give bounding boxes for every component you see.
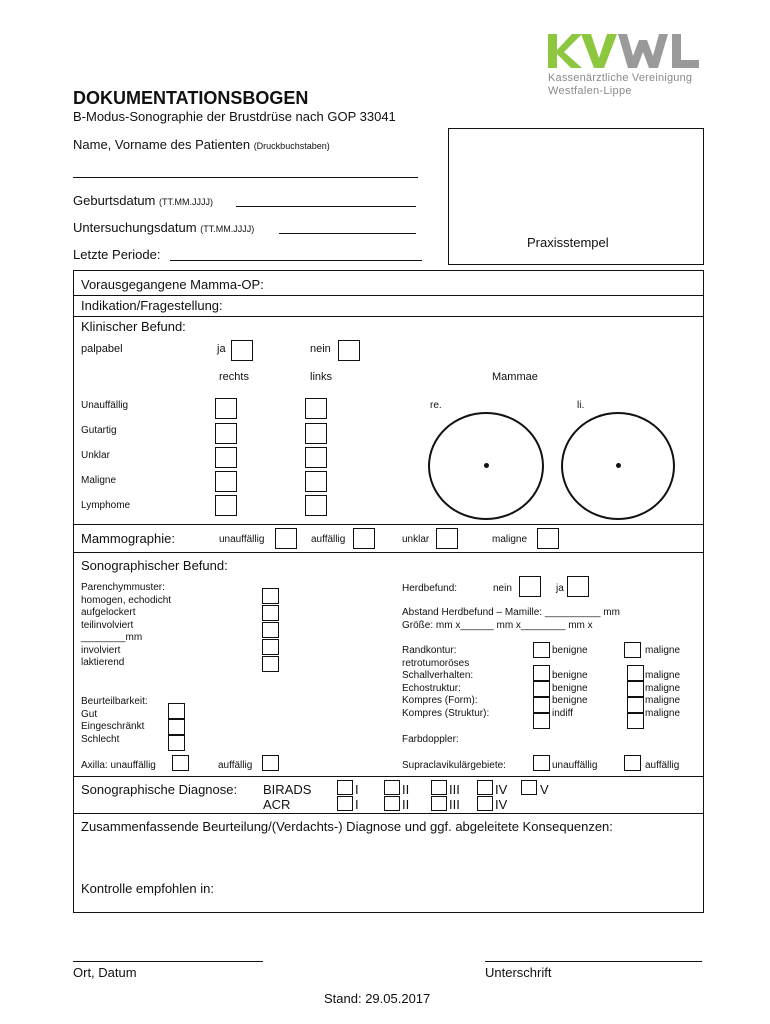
maligne-label: maligne: [645, 670, 681, 681]
acr-4-label: IV: [495, 797, 508, 812]
axilla-unauffaellig-checkbox[interactable]: [172, 755, 189, 771]
mammo-unauffaellig-checkbox[interactable]: [275, 528, 297, 549]
echo-maligne-checkbox[interactable]: [627, 681, 644, 697]
sono-findings-title: Sonographischer Befund:: [81, 558, 228, 573]
mammo-maligne-label: maligne: [492, 534, 528, 545]
page-title: DOKUMENTATIONSBOGEN: [73, 88, 309, 108]
mammo-unklar-label: unklar: [402, 534, 430, 545]
finding-right-gutartig-checkbox[interactable]: [215, 423, 237, 444]
parenchyma-list: [81, 582, 171, 670]
practice-stamp-box[interactable]: [448, 128, 704, 265]
parenchyma-title: Parenchymmuster:: [81, 582, 165, 593]
lesion-properties-list: [402, 645, 489, 720]
randkontur-maligne-checkbox[interactable]: [624, 642, 641, 658]
palpable-yes-label: ja: [217, 343, 226, 355]
finding-right-maligne-checkbox[interactable]: [215, 471, 237, 492]
assessability-title: Beurteilbarkeit:: [81, 696, 148, 707]
signature-line[interactable]: [485, 961, 702, 962]
summary-field[interactable]: [81, 838, 696, 874]
palpable-no-label: nein: [310, 343, 331, 355]
acr-1-checkbox[interactable]: [337, 796, 353, 811]
finding-left-gutartig-checkbox[interactable]: [305, 423, 327, 444]
palpable-yes-checkbox[interactable]: [231, 340, 253, 361]
benigne-options: [552, 670, 588, 720]
finding-left-unklar-checkbox[interactable]: [305, 447, 327, 468]
birads-1-checkbox[interactable]: [337, 780, 353, 795]
lesion-property: retrotumoröses: [402, 657, 470, 669]
parenchyma-homogen-checkbox[interactable]: [262, 588, 279, 604]
right-column-label: rechts: [219, 371, 249, 383]
divider: [73, 552, 704, 553]
randkontur-benigne-checkbox[interactable]: [533, 642, 550, 658]
place-date-label: Ort, Datum: [73, 965, 137, 980]
birads-5-label: V: [540, 782, 549, 797]
kvwl-logo-mark: [548, 32, 702, 72]
palpable-label: palpabel: [81, 343, 123, 355]
nipple-distance-field[interactable]: Abstand Herdbefund – Mamille: __________ mm: [402, 607, 620, 618]
place-date-line[interactable]: [73, 961, 263, 962]
lesion-property: Echostruktur:: [402, 682, 461, 694]
lesion-property: Schallverhalten:: [402, 670, 474, 681]
finding-right-unklar-checkbox[interactable]: [215, 447, 237, 468]
maligne-label: maligne: [645, 707, 681, 719]
finding-lymphome-label: Lymphome: [81, 500, 131, 511]
maligne-label: maligne: [645, 695, 681, 706]
parenchyma-aufgelockert-checkbox[interactable]: [262, 605, 279, 621]
assessability-eingeschraenkt-checkbox[interactable]: [168, 719, 185, 735]
lesion-label: Herdbefund:: [402, 583, 458, 594]
clinical-findings-title: Klinischer Befund:: [81, 319, 186, 334]
assessability-gut-checkbox[interactable]: [168, 703, 185, 719]
supra-unauffaellig-label: unauffällig: [552, 760, 598, 771]
logo-line-2: Westfalen-Lippe: [548, 85, 632, 97]
mammography-label: Mammographie:: [81, 531, 175, 546]
birads-1-label: I: [355, 782, 359, 797]
schall-benigne-checkbox[interactable]: [533, 665, 550, 681]
palpable-no-checkbox[interactable]: [338, 340, 360, 361]
supra-auffaellig-checkbox[interactable]: [624, 755, 641, 771]
assessability-schlecht-checkbox[interactable]: [168, 735, 185, 751]
divider: [73, 776, 704, 777]
benigne-label: benigne: [552, 670, 588, 681]
assessability-list: [81, 696, 148, 746]
birads-5-checkbox[interactable]: [521, 780, 537, 795]
divider: [73, 524, 704, 525]
parenchyma-option: teilinvolviert: [81, 619, 134, 631]
right-nipple-dot: [484, 463, 489, 468]
maligne-label: maligne: [645, 682, 681, 694]
axilla-auffaellig-checkbox[interactable]: [262, 755, 279, 771]
lesion-yes-label: ja: [556, 583, 564, 594]
birads-2-checkbox[interactable]: [384, 780, 400, 795]
birthdate-label: Geburtsdatum (TT.MM.JJJJ): [73, 193, 213, 208]
acr-3-checkbox[interactable]: [431, 796, 447, 811]
randkontur-maligne-label: maligne: [645, 645, 681, 656]
birads-label: BIRADS: [263, 782, 312, 797]
mammo-auffaellig-label: auffällig: [311, 534, 346, 545]
birads-2-label: II: [402, 782, 410, 797]
indication-label: Indikation/Fragestellung:: [81, 298, 223, 313]
parenchyma-option: homogen, echodicht: [81, 594, 172, 606]
echo-benigne-checkbox[interactable]: [533, 681, 550, 697]
mammo-unklar-checkbox[interactable]: [436, 528, 458, 549]
kompres-struktur-maligne-checkbox[interactable]: [627, 713, 644, 729]
supra-auffaellig-label: auffällig: [645, 760, 680, 771]
maligne-options: [645, 670, 680, 720]
kompres-struktur-indiff-checkbox[interactable]: [533, 713, 550, 729]
exam-date-field[interactable]: [279, 233, 416, 234]
parenchyma-involviert-checkbox[interactable]: [262, 639, 279, 655]
schall-maligne-checkbox[interactable]: [627, 665, 644, 681]
finding-gutartig-label: Gutartig: [81, 425, 117, 436]
lesion-property: Kompres (Struktur):: [402, 707, 490, 719]
benigne-label: benigne: [552, 682, 588, 694]
mammae-label: Mammae: [492, 371, 538, 383]
lesion-size-field[interactable]: Größe: mm x______ mm x________ mm x: [402, 620, 593, 631]
birads-4-checkbox[interactable]: [477, 780, 493, 795]
kompres-form-maligne-checkbox[interactable]: [627, 697, 644, 713]
indiff-label: indiff: [552, 707, 573, 719]
acr-1-label: I: [355, 797, 359, 812]
last-period-field[interactable]: [170, 260, 422, 261]
acr-2-checkbox[interactable]: [384, 796, 400, 811]
axilla-auffaellig-label: auffällig: [218, 760, 253, 771]
benigne-label: benigne: [552, 695, 588, 706]
last-period-label: Letzte Periode:: [73, 247, 161, 262]
page-subtitle: B-Modus-Sonographie der Brustdrüse nach GOP 33041: [73, 109, 396, 124]
sono-diagnosis-label: Sonographische Diagnose:: [81, 782, 238, 797]
assessability-option: Schlecht: [81, 733, 120, 745]
supraclavicular-label: Supraclavikulärgebiete:: [402, 760, 506, 771]
name-hint: (Druckbuchstaben): [253, 141, 330, 151]
finding-maligne-label: Maligne: [81, 475, 117, 486]
name-field[interactable]: [73, 177, 418, 178]
divider: [73, 316, 704, 317]
kompres-form-benigne-checkbox[interactable]: [533, 697, 550, 713]
parenchyma-option: laktierend: [81, 657, 125, 668]
logo-line-1: Kassenärztliche Vereinigung: [548, 72, 693, 84]
finding-unauffaellig-label: Unauffällig: [81, 400, 129, 411]
lesion-property: Kompres (Form):: [402, 695, 478, 706]
birads-4-label: IV: [495, 782, 508, 797]
finding-left-maligne-checkbox[interactable]: [305, 471, 327, 492]
acr-2-label: II: [402, 797, 410, 812]
birads-3-checkbox[interactable]: [431, 780, 447, 795]
finding-right-lymphome-checkbox[interactable]: [215, 495, 237, 516]
practice-stamp-label: Praxisstempel: [527, 235, 609, 250]
signature-label: Unterschrift: [485, 965, 552, 980]
finding-left-unauffaellig-checkbox[interactable]: [305, 398, 327, 419]
name-label: Name, Vorname des Patienten (Druckbuchstaben): [73, 137, 330, 152]
left-breast-label: li.: [577, 400, 585, 411]
right-breast-label: re.: [430, 400, 442, 411]
divider: [73, 813, 704, 814]
lesion-yes-checkbox[interactable]: [567, 576, 589, 597]
assessability-option: Eingeschränkt: [81, 721, 145, 732]
lesion-no-label: nein: [493, 583, 512, 594]
lesion-no-checkbox[interactable]: [519, 576, 541, 597]
color-doppler-label: Farbdoppler:: [402, 734, 459, 745]
lesion-property: Randkontur:: [402, 645, 457, 656]
version-date: Stand: 29.05.2017: [324, 991, 431, 1006]
parenchyma-teilinvolviert-checkbox[interactable]: [262, 622, 279, 638]
birads-3-label: III: [449, 782, 460, 797]
finding-left-lymphome-checkbox[interactable]: [305, 495, 327, 516]
summary-label: Zusammenfassende Beurteilung/(Verdachts-) Diagnose und ggf. abgeleitete Konsequenzen:: [81, 819, 613, 834]
assessability-option: Gut: [81, 708, 98, 720]
parenchyma-mm: ________mm: [81, 632, 143, 643]
left-column-label: links: [310, 371, 333, 383]
randkontur-benigne-label: benigne: [552, 645, 588, 656]
supra-unauffaellig-checkbox[interactable]: [533, 755, 550, 771]
birthdate-field[interactable]: [236, 206, 416, 207]
parenchyma-option: involviert: [81, 644, 121, 656]
mammo-maligne-checkbox[interactable]: [537, 528, 559, 549]
mammo-auffaellig-checkbox[interactable]: [353, 528, 375, 549]
divider: [73, 295, 704, 296]
followup-label: Kontrolle empfohlen in:: [81, 881, 214, 896]
left-nipple-dot: [616, 463, 621, 468]
acr-4-checkbox[interactable]: [477, 796, 493, 811]
finding-unklar-label: Unklar: [81, 450, 110, 461]
parenchyma-option: aufgelockert: [81, 607, 136, 618]
axilla-label: Axilla: unauffällig: [81, 760, 156, 771]
acr-3-label: III: [449, 797, 460, 812]
finding-right-unauffaellig-checkbox[interactable]: [215, 398, 237, 419]
mamma-op-label: Vorausgegangene Mamma-OP:: [81, 277, 264, 292]
exam-date-label: Untersuchungsdatum (TT.MM.JJJJ): [73, 220, 255, 235]
acr-label: ACR: [263, 797, 291, 812]
mammo-unauffaellig-label: unauffällig: [219, 534, 265, 545]
parenchyma-laktierend-checkbox[interactable]: [262, 656, 279, 672]
